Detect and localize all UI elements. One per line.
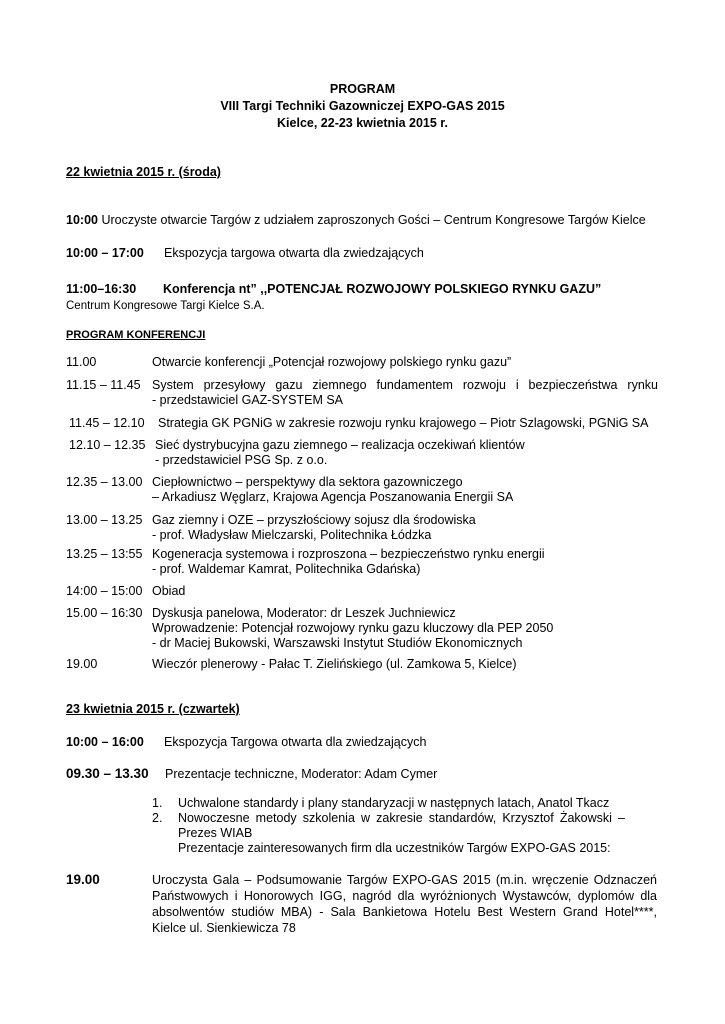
pres-time: 09.30 – 13.30: [66, 766, 149, 781]
program-time: 13.25 – 13:55: [66, 547, 143, 561]
program-time: 12.35 – 13.00: [66, 475, 143, 489]
program-text: System przesyłowy gazu ziemnego fundamentem rozwoju i bezpieczeństwa rynku: [152, 378, 658, 392]
conf-title: Konferencja nt” ,,POTENCJAŁ ROZWOJOWY POLSKIEGO RYNKU GAZU”: [163, 282, 602, 296]
pres-text: Prezentacje techniczne, Moderator: Adam Cymer: [165, 767, 438, 781]
program-time: 11.15 – 11.45: [66, 378, 141, 392]
program-text: Ciepłownictwo – perspektywy dla sektora gazowniczego: [152, 475, 463, 489]
program-text: Strategia GK PGNiG w zakresie rozwoju rynku krajowego – Piotr Szlagowski, PGNiG SA: [158, 416, 649, 430]
gala-text: Uroczysta Gala – Podsumowanie Targów EXPO-GAS 2015 (m.in. wręczenie Odznaczeń Państwowych i Honorowych IGG, nagród dla wyróżnionych Wystawców, dyplomów dla absolwentów studiów MBA) - Sala Bankietowa Hotelu Best Western Grand Hotel****, Kielce ul. Sienkiewicza 78: [152, 873, 657, 935]
program-text: Dyskusja panelowa, Moderator: dr Leszek Juchniewicz: [152, 606, 456, 620]
expo1-time: 10:00 – 17:00: [66, 246, 144, 260]
pres-item-text: Uchwalone standardy i plany standaryzacji w następnych latach, Anatol Tkacz: [178, 796, 610, 810]
program-text: Kogeneracja systemowa i rozproszona – bezpieczeństwo rynku energii: [152, 547, 545, 561]
expo2-time: 10:00 – 16:00: [66, 735, 144, 749]
program-text: Wprowadzenie: Potencjał rozwojowy rynku gazu kluczowy dla PEP 2050: [152, 621, 554, 635]
program-text: - prof. Władysław Mielczarski, Politechnika Łódzka: [152, 528, 432, 542]
day2-title: 23 kwietnia 2015 r. (czwartek): [66, 702, 240, 716]
program-time: 14:00 – 15:00: [66, 584, 143, 598]
program-text: Wieczór plenerowy - Pałac T. Zielińskiego (ul. Zamkowa 5, Kielce): [152, 657, 517, 671]
program-text: Obiad: [152, 584, 186, 598]
program-time: 11.45 – 12.10: [69, 416, 145, 430]
doc-title: PROGRAM: [329, 82, 396, 96]
expo2-text: Ekspozycja Targowa otwarta dla zwiedzających: [164, 735, 427, 749]
program-text: - przedstawiciel GAZ-SYSTEM SA: [152, 393, 344, 407]
pres-extra: Prezentacje zainteresowanych firm dla uczestników Targów EXPO-GAS 2015:: [178, 841, 611, 855]
program-time: 15.00 – 16:30: [66, 606, 143, 620]
opening-row: [66, 213, 646, 227]
program-text: Sieć dystrybucyjna gazu ziemnego – realizacja oczekiwań klientów: [155, 438, 525, 452]
gala-time: 19.00: [66, 872, 100, 887]
program-text: – Arkadiusz Węglarz, Krajowa Agencja Poszanowania Energii SA: [152, 490, 514, 504]
conf-venue: Centrum Kongresowe Targi Kielce S.A.: [66, 300, 265, 312]
program-text: - dr Maciej Bukowski, Warszawski Instytut Studiów Ekonomicznych: [152, 636, 523, 650]
pres-item-text: Nowoczesne metody szkolenia w zakresie standardów, Krzysztof Żakowski – Prezes WIAB: [178, 811, 625, 840]
program-text: - prof. Waldemar Kamrat, Politechnika Gdańska): [152, 562, 421, 576]
opening-time: 10:00: [66, 213, 98, 227]
program-text: Otwarcie konferencji „Potencjał rozwojowy polskiego rynku gazu”: [152, 355, 512, 369]
conf-time: 11:00–16:30: [66, 282, 137, 296]
program-text: Gaz ziemny i OZE – przyszłościowy sojusz dla środowiska: [152, 513, 476, 527]
program-time: 12.10 – 12.35: [69, 438, 146, 452]
opening-text: Uroczyste otwarcie Targów z udziałem zaproszonych Gości – Centrum Kongresowe Targów Kielce: [101, 213, 646, 227]
event-name: VIII Targi Techniki Gazowniczej EXPO-GAS 2015: [220, 99, 505, 113]
pres-item-num: 1.: [152, 796, 163, 810]
expo1-text: Ekspozycja targowa otwarta dla zwiedzających: [164, 246, 424, 260]
day1-title: 22 kwietnia 2015 r. (środa): [66, 165, 221, 179]
program-time: 11.00: [66, 355, 97, 369]
program-time: 19.00: [66, 657, 98, 671]
event-dates: Kielce, 22-23 kwietnia 2015 r.: [277, 116, 448, 130]
pres-item-num: 2.: [152, 811, 163, 825]
program-text: - przedstawiciel PSG Sp. z o.o.: [155, 453, 328, 467]
program-time: 13.00 – 13.25: [66, 513, 143, 527]
program-heading: PROGRAM KONFERENCJI: [66, 329, 206, 341]
